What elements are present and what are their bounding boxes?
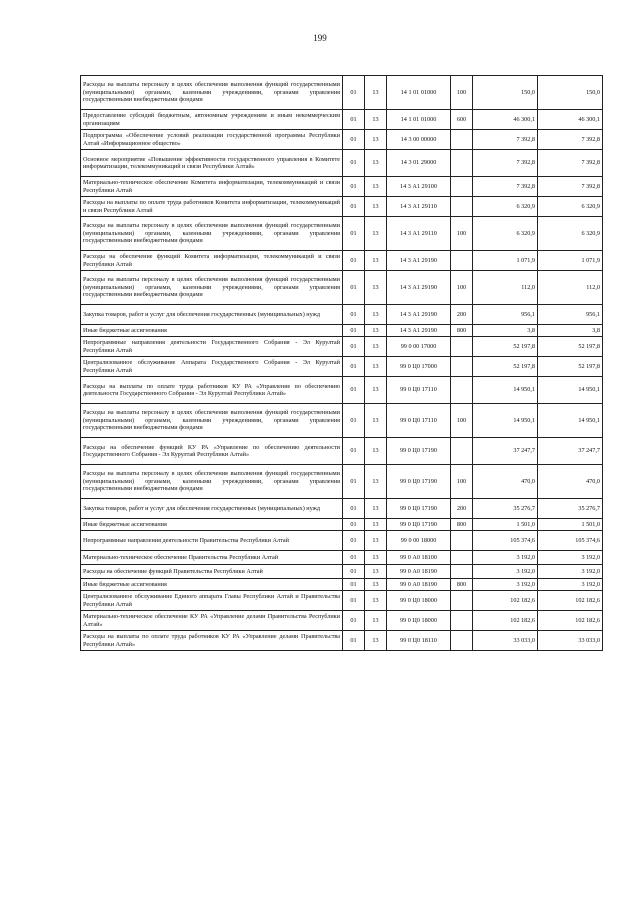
row-amount-2: 102 182,6	[538, 611, 603, 631]
row-amount-1: 102 182,6	[473, 591, 538, 611]
row-target-article: 99 0 Ц0 17190	[387, 438, 451, 465]
table-row	[81, 377, 603, 404]
row-expense-type	[451, 357, 473, 377]
row-description: Закупка товаров, работ и услуг для обеспечения государственных (муниципальных) нужд	[81, 499, 343, 519]
row-subsection: 13	[365, 531, 387, 551]
budget-table-body	[81, 76, 603, 651]
row-description: Расходы на обеспечение функций Комитета информатизации, телекоммуникаций и связи Республики Алтай	[81, 251, 343, 271]
row-subsection: 13	[365, 377, 387, 404]
table-row	[81, 499, 603, 519]
row-expense-type: 200	[451, 499, 473, 519]
row-expense-type: 200	[451, 305, 473, 325]
row-amount-2: 14 950,1	[538, 404, 603, 438]
row-description: Непрограммные направления деятельности Государственного Собрания - Эл Курултай Республики Алтай	[81, 337, 343, 357]
row-amount-1: 6 320,9	[473, 217, 538, 251]
row-target-article: 14 1 01 01000	[387, 110, 451, 130]
row-amount-2: 470,0	[538, 465, 603, 499]
table-row	[81, 591, 603, 611]
row-amount-1: 52 197,8	[473, 337, 538, 357]
row-amount-2: 3 192,0	[538, 579, 603, 591]
table-row	[81, 631, 603, 651]
row-target-article: 14 3 А1 29190	[387, 251, 451, 271]
row-subsection: 13	[365, 438, 387, 465]
row-target-article: 14 3 А1 29100	[387, 177, 451, 197]
row-expense-type	[451, 130, 473, 150]
row-description: Основное мероприятие «Повышение эффективности государственного управления в Комитете информатизации, телекоммуникаций и связи Республики Алтай»	[81, 150, 343, 177]
row-description: Закупка товаров, работ и услуг для обеспечения государственных (муниципальных) нужд	[81, 305, 343, 325]
row-amount-2: 7 392,8	[538, 177, 603, 197]
row-section: 01	[343, 591, 365, 611]
table-row	[81, 76, 603, 110]
row-subsection: 13	[365, 177, 387, 197]
row-subsection: 13	[365, 325, 387, 337]
row-expense-type	[451, 177, 473, 197]
row-expense-type: 100	[451, 76, 473, 110]
row-description: Централизованное обслуживание Единого аппарата Главы Республики Алтай и Правительства Республики Алтай	[81, 591, 343, 611]
row-expense-type	[451, 377, 473, 404]
row-section: 01	[343, 611, 365, 631]
row-description: Расходы на выплаты персоналу в целях обеспечения выполнения функций государственными (муниципальными) органами, казенными учреждениями, органами управления государственными внебюджетными фондами	[81, 465, 343, 499]
row-description: Иные бюджетные ассигнования	[81, 519, 343, 531]
table-row	[81, 337, 603, 357]
row-section: 01	[343, 531, 365, 551]
row-target-article: 14 1 01 01000	[387, 76, 451, 110]
table-row	[81, 531, 603, 551]
row-target-article: 99 0 Ц0 18000	[387, 591, 451, 611]
row-target-article: 99 0 Ц0 17190	[387, 465, 451, 499]
row-amount-1: 105 374,6	[473, 531, 538, 551]
row-subsection: 13	[365, 591, 387, 611]
row-amount-2: 46 300,1	[538, 110, 603, 130]
row-amount-1: 33 033,0	[473, 631, 538, 651]
row-amount-1: 6 320,9	[473, 197, 538, 217]
row-amount-1: 150,0	[473, 76, 538, 110]
row-section: 01	[343, 177, 365, 197]
row-section: 01	[343, 305, 365, 325]
row-expense-type: 600	[451, 110, 473, 130]
row-description: Иные бюджетные ассигнования	[81, 579, 343, 591]
row-description: Предоставление субсидий бюджетным, автономным учреждениям и иным некоммерческим организациям	[81, 110, 343, 130]
row-subsection: 13	[365, 251, 387, 271]
row-section: 01	[343, 519, 365, 531]
row-expense-type: 800	[451, 579, 473, 591]
row-description: Материально-техническое обеспечение КУ РА «Управление делами Правительства Республики Алтай»	[81, 611, 343, 631]
row-expense-type: 800	[451, 519, 473, 531]
row-target-article: 14 3 00 00000	[387, 130, 451, 150]
row-amount-1: 52 197,8	[473, 357, 538, 377]
row-amount-1: 1 071,9	[473, 251, 538, 271]
row-target-article: 14 3 А1 29110	[387, 217, 451, 251]
row-amount-2: 150,0	[538, 76, 603, 110]
row-target-article: 99 0 А0 18100	[387, 551, 451, 565]
row-description: Расходы на выплаты персоналу в целях обеспечения выполнения функций государственными (муниципальными) органами, казенными учреждениями, органами управления государственными внебюджетными фондами	[81, 217, 343, 251]
row-amount-2: 1 501,0	[538, 519, 603, 531]
row-expense-type	[451, 565, 473, 579]
row-expense-type	[451, 251, 473, 271]
row-amount-2: 7 392,8	[538, 150, 603, 177]
row-amount-1: 956,1	[473, 305, 538, 325]
row-target-article: 99 0 00 17000	[387, 337, 451, 357]
table-row	[81, 305, 603, 325]
row-description: Расходы на выплаты по оплате труда работников Комитета информатизации, телекоммуникаций и связи Республики Алтай	[81, 197, 343, 217]
table-row	[81, 519, 603, 531]
row-amount-2: 52 197,8	[538, 337, 603, 357]
row-amount-1: 3 192,0	[473, 579, 538, 591]
row-amount-2: 52 197,8	[538, 357, 603, 377]
row-target-article: 99 0 Ц0 18110	[387, 631, 451, 651]
row-section: 01	[343, 499, 365, 519]
row-amount-2: 35 276,7	[538, 499, 603, 519]
row-description: Непрограммные направления деятельности Правительства Республики Алтай	[81, 531, 343, 551]
row-target-article: 99 0 А0 18190	[387, 579, 451, 591]
row-section: 01	[343, 251, 365, 271]
row-amount-2: 102 182,6	[538, 591, 603, 611]
row-section: 01	[343, 197, 365, 217]
row-section: 01	[343, 217, 365, 251]
row-amount-1: 46 300,1	[473, 110, 538, 130]
row-target-article: 99 0 Ц0 17190	[387, 499, 451, 519]
row-expense-type	[451, 551, 473, 565]
row-amount-2: 956,1	[538, 305, 603, 325]
row-section: 01	[343, 110, 365, 130]
row-expense-type: 100	[451, 465, 473, 499]
table-row	[81, 130, 603, 150]
row-amount-1: 37 247,7	[473, 438, 538, 465]
row-subsection: 13	[365, 465, 387, 499]
table-row	[81, 110, 603, 130]
row-expense-type	[451, 591, 473, 611]
row-amount-1: 14 950,1	[473, 377, 538, 404]
row-subsection: 13	[365, 579, 387, 591]
row-section: 01	[343, 357, 365, 377]
row-amount-2: 37 247,7	[538, 438, 603, 465]
row-description: Расходы на обеспечение функций Правительства Республики Алтай	[81, 565, 343, 579]
row-section: 01	[343, 130, 365, 150]
row-section: 01	[343, 551, 365, 565]
row-target-article: 99 0 А0 18190	[387, 565, 451, 579]
table-row	[81, 579, 603, 591]
row-subsection: 13	[365, 631, 387, 651]
page-number: 199	[313, 33, 327, 43]
row-section: 01	[343, 337, 365, 357]
row-amount-1: 3 192,0	[473, 565, 538, 579]
row-target-article: 99 0 Ц0 17190	[387, 519, 451, 531]
row-description: Централизованное обслуживание Аппарата Государственного Собрания - Эл Курултай Республики Алтай	[81, 357, 343, 377]
row-expense-type	[451, 438, 473, 465]
row-subsection: 13	[365, 551, 387, 565]
table-row	[81, 611, 603, 631]
row-section: 01	[343, 377, 365, 404]
table-row	[81, 251, 603, 271]
row-section: 01	[343, 631, 365, 651]
row-description: Расходы на выплаты по оплате труда работников КУ РА «Управление по обеспечению деятельности Государственного Собрания - Эл Курултай Республики Алтай»	[81, 377, 343, 404]
row-subsection: 13	[365, 110, 387, 130]
row-section: 01	[343, 150, 365, 177]
row-expense-type	[451, 531, 473, 551]
row-target-article: 99 0 Ц0 17110	[387, 404, 451, 438]
row-subsection: 13	[365, 337, 387, 357]
row-subsection: 13	[365, 305, 387, 325]
row-amount-2: 6 320,9	[538, 217, 603, 251]
table-row	[81, 150, 603, 177]
row-amount-1: 14 950,1	[473, 404, 538, 438]
row-target-article: 14 3 А1 29190	[387, 305, 451, 325]
row-section: 01	[343, 465, 365, 499]
row-target-article: 14 3 А1 29190	[387, 271, 451, 305]
row-amount-2: 7 392,8	[538, 130, 603, 150]
row-target-article: 14 3 А1 29190	[387, 325, 451, 337]
row-description: Расходы на выплаты персоналу в целях обеспечения выполнения функций государственными (муниципальными) органами, казенными учреждениями, органами управления государственными внебюджетными фондами	[81, 76, 343, 110]
table-row	[81, 357, 603, 377]
table-row	[81, 565, 603, 579]
row-subsection: 13	[365, 565, 387, 579]
row-subsection: 13	[365, 357, 387, 377]
row-target-article: 14 3 01 29000	[387, 150, 451, 177]
row-amount-1: 3,8	[473, 325, 538, 337]
row-subsection: 13	[365, 519, 387, 531]
row-expense-type: 800	[451, 325, 473, 337]
row-amount-2: 3 192,0	[538, 565, 603, 579]
row-subsection: 13	[365, 271, 387, 305]
row-amount-1: 470,0	[473, 465, 538, 499]
row-section: 01	[343, 271, 365, 305]
table-row	[81, 325, 603, 337]
row-section: 01	[343, 579, 365, 591]
row-amount-2: 112,0	[538, 271, 603, 305]
row-amount-1: 7 392,8	[473, 177, 538, 197]
row-description: Подпрограмма «Обеспечение условий реализации государственной программы Республики Алтай «Информационное общество»	[81, 130, 343, 150]
row-description: Материально-техническое обеспечение Правительства Республики Алтай	[81, 551, 343, 565]
row-expense-type	[451, 337, 473, 357]
row-amount-1: 1 501,0	[473, 519, 538, 531]
row-amount-1: 7 392,8	[473, 130, 538, 150]
row-subsection: 13	[365, 150, 387, 177]
row-subsection: 13	[365, 217, 387, 251]
row-target-article: 99 0 Ц0 17110	[387, 377, 451, 404]
row-amount-2: 33 033,0	[538, 631, 603, 651]
row-amount-1: 3 192,0	[473, 551, 538, 565]
row-section: 01	[343, 438, 365, 465]
row-amount-1: 112,0	[473, 271, 538, 305]
row-description: Расходы на выплаты персоналу в целях обеспечения выполнения функций государственными (муниципальными) органами, казенными учреждениями, органами управления государственными внебюджетными фондами	[81, 404, 343, 438]
table-row	[81, 551, 603, 565]
row-section: 01	[343, 565, 365, 579]
row-expense-type	[451, 611, 473, 631]
row-target-article: 99 0 Ц0 18000	[387, 611, 451, 631]
row-amount-1: 7 392,8	[473, 150, 538, 177]
row-subsection: 13	[365, 499, 387, 519]
row-expense-type	[451, 150, 473, 177]
table-row	[81, 271, 603, 305]
row-subsection: 13	[365, 197, 387, 217]
row-amount-2: 14 950,1	[538, 377, 603, 404]
row-expense-type: 100	[451, 271, 473, 305]
row-expense-type: 100	[451, 217, 473, 251]
row-description: Иные бюджетные ассигнования	[81, 325, 343, 337]
row-section: 01	[343, 76, 365, 110]
row-expense-type: 100	[451, 404, 473, 438]
row-section: 01	[343, 325, 365, 337]
row-amount-2: 1 071,9	[538, 251, 603, 271]
row-subsection: 13	[365, 76, 387, 110]
table-row	[81, 217, 603, 251]
row-expense-type	[451, 631, 473, 651]
budget-table	[80, 75, 603, 651]
row-target-article: 14 3 А1 29110	[387, 197, 451, 217]
row-subsection: 13	[365, 404, 387, 438]
table-row	[81, 438, 603, 465]
row-expense-type	[451, 197, 473, 217]
row-description: Расходы на выплаты по оплате труда работников КУ РА «Управление делами Правительства Республики Алтай»	[81, 631, 343, 651]
table-row	[81, 197, 603, 217]
table-row	[81, 404, 603, 438]
table-row	[81, 177, 603, 197]
row-target-article: 99 0 Ц0 17000	[387, 357, 451, 377]
row-description: Материально-техническое обеспечение Комитета информатизации, телекоммуникаций и связи Республики Алтай	[81, 177, 343, 197]
row-subsection: 13	[365, 130, 387, 150]
row-description: Расходы на обеспечение функций КУ РА «Управление по обеспечению деятельности Государственного Собрания - Эл Курултай Республики Алтай»	[81, 438, 343, 465]
table-row	[81, 465, 603, 499]
row-amount-2: 3 192,0	[538, 551, 603, 565]
row-subsection: 13	[365, 611, 387, 631]
row-amount-1: 35 276,7	[473, 499, 538, 519]
row-section: 01	[343, 404, 365, 438]
row-amount-1: 102 182,6	[473, 611, 538, 631]
row-amount-2: 6 320,9	[538, 197, 603, 217]
row-description: Расходы на выплаты персоналу в целях обеспечения выполнения функций государственными (муниципальными) органами, казенными учреждениями, органами управления государственными внебюджетными фондами	[81, 271, 343, 305]
row-amount-2: 105 374,6	[538, 531, 603, 551]
row-amount-2: 3,8	[538, 325, 603, 337]
row-target-article: 99 0 00 18000	[387, 531, 451, 551]
